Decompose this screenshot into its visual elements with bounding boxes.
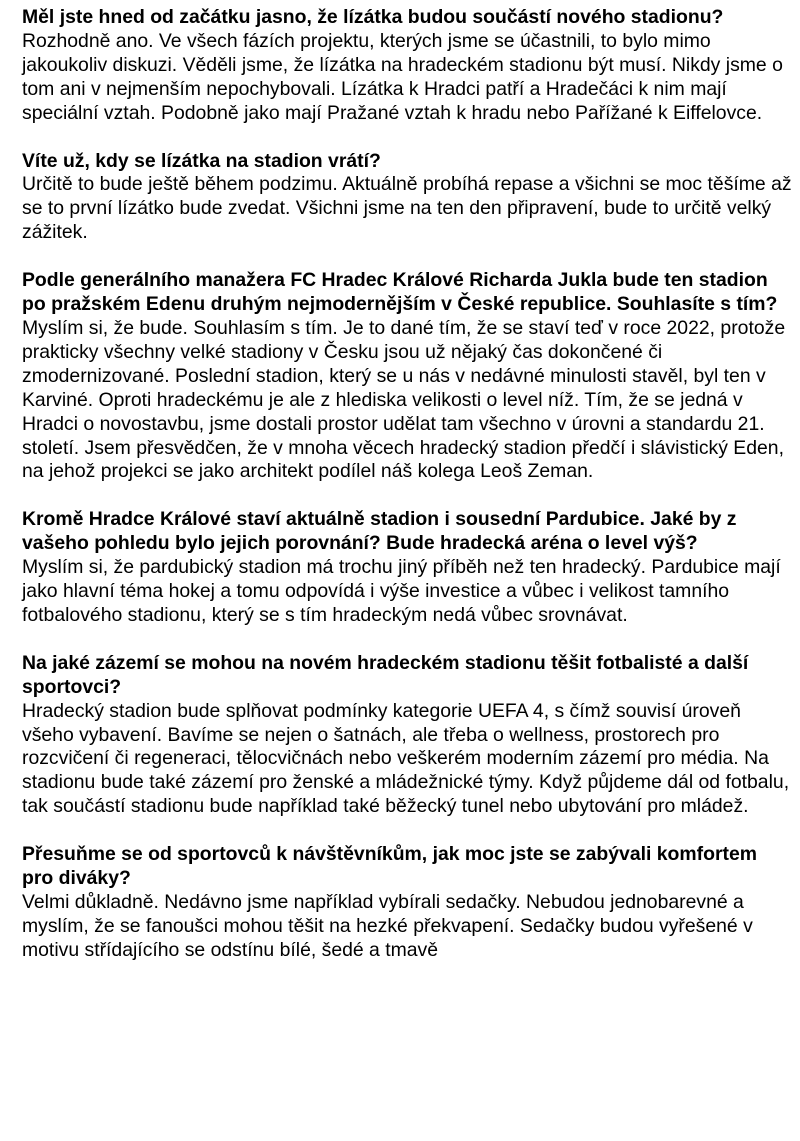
interview-document [22,6,792,987]
qa-block-6 [22,843,792,963]
question-4: Kromě Hradce Králové staví aktuálně stadion i sousední Pardubice. Jaké by z vašeho pohledu bylo jejich porovnání? Bude hradecká aréna o level výš? [22,508,737,555]
answer-2: Určitě to bude ještě během podzimu. Aktuálně probíhá repase a všichni se moc těšíme až se to první lízátko bude zvedat. Všichni jsme na ten den připravení, bude to určitě velký zážitek. [22,173,792,244]
qa-block-1 [22,6,792,126]
question-1: Měl jste hned od začátku jasno, že lízátka budou součástí nového stadionu? [22,6,724,28]
question-5: Na jaké zázemí se mohou na novém hradeckém stadionu těšit fotbalisté a další sportovci? [22,651,749,698]
answer-1: Rozhodně ano. Ve všech fázích projektu, kterých jsme se účastnili, to bylo mimo jakoukoliv diskuzi. Věděli jsme, že lízátka na hradeckém stadionu být musí. Nikdy jsme o tom ani v nejmenším nepochybovali. Lízátka k Hradci patří a Hradečáci k nim mají speciální vztah. Podobně jako mají Pražané vztah k hradu nebo Pařížané k Eiffelovce. [22,29,783,124]
answer-3: Myslím si, že bude. Souhlasím s tím. Je to dané tím, že se staví teď v roce 2022, protože prakticky všechny velké stadiony v Česku jsou už nějaký čas dokončené či zmodernizované. Poslední stadion, který se u nás v nedávné minulosti stavěl, byl ten v Karviné. Oproti hradeckému je ale z hlediska velikosti o level níž. Tím, že se jedná v Hradci o novostavbu, jsme dostali prostor udělat tam všechno v úrovni a standardu 21. století. Jsem přesvědčen, že v mnoha věcech hradecký stadion předčí i slávistický Eden, na jehož projekci se jako architekt podílel náš kolega Leoš Zeman. [22,316,786,483]
question-2: Víte už, kdy se lízátka na stadion vrátí? [22,149,381,172]
qa-block-5 [22,652,792,819]
question-6: Přesuňme se od sportovců k návštěvníkům, jak moc jste se zabývali komfortem pro diváky? [22,843,757,890]
qa-block-4 [22,508,792,628]
answer-6: Velmi důkladně. Nedávno jsme například vybírali sedačky. Nebudou jednobarevné a myslím, že se fanoušci mohou těšit na hezké překvapení. Sedačky budou vyřešené v motivu střídajícího se odstínu bílé, šedé a tmavě [22,891,753,961]
answer-5: Hradecký stadion bude splňovat podmínky kategorie UEFA 4, s čímž souvisí úroveň všeho vybavení. Bavíme se nejen o šatnách, ale třeba o wellness, prostorech pro rozcvičení či regeneraci, tělocvičnách nebo veškerém moderním zázemí pro média. Na stadionu bude také zázemí pro ženské a mládežnické týmy. Když půjdeme dál od fotbalu, tak součástí stadionu bude například také běžecký tunel nebo ubytování pro mládež. [22,699,790,818]
question-3: Podle generálního manažera FC Hradec Králové Richarda Jukla bude ten stadion po pražském Edenu druhým nejmodernějším v České republice. Souhlasíte s tím? [22,269,778,316]
qa-block-2 [22,150,792,246]
qa-block-3 [22,269,792,484]
answer-4: Myslím si, že pardubický stadion má trochu jiný příběh než ten hradecký. Pardubice mají jako hlavní téma hokej a tomu odpovídá i výše investice a vůbec i velikost tamního fotbalového stadionu, který se s tím hradeckým nedá vůbec srovnávat. [22,556,781,626]
